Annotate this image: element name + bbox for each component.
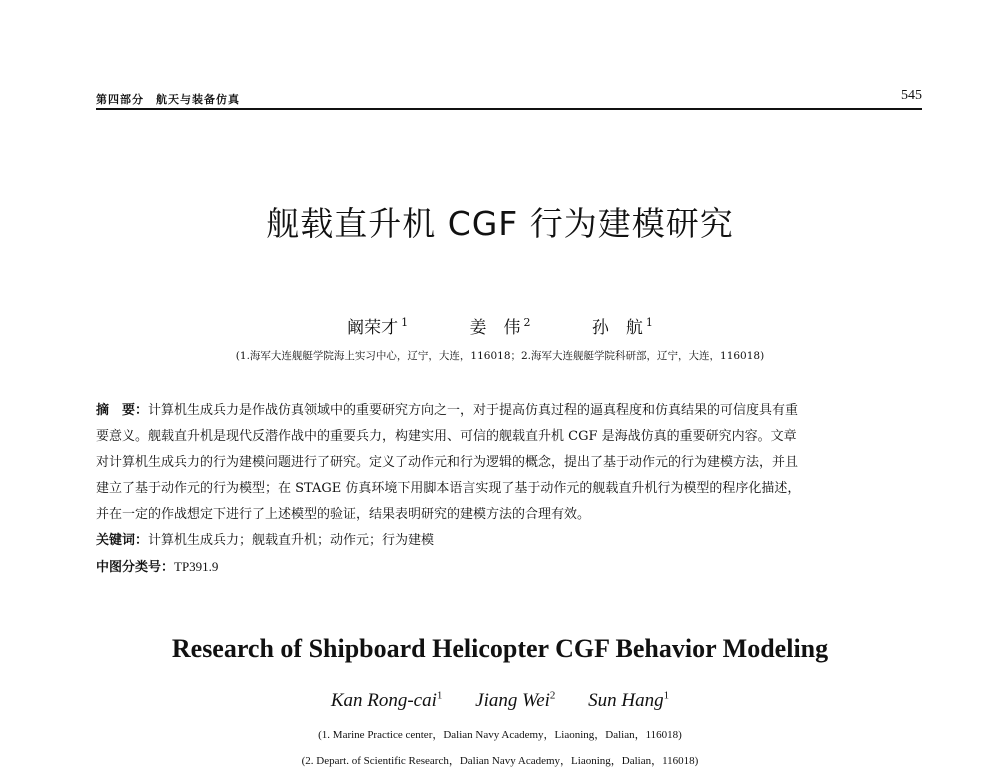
abstract-label: 摘 要： [96, 403, 149, 418]
chinese-authors [0, 313, 1000, 338]
english-authors [0, 690, 1000, 712]
abstract-line: 要意义。舰载直升机是现代反潜作战中的重要兵力，构建实用、可信的舰载直升机 CGF 是海战仿真的重要研究内容。文章 [96, 429, 797, 444]
abstract-line: 摘 要：计算机生成兵力是作战仿真领域中的重要研究方向之一，对于提高仿真过程的逼真程度和仿真结果的可信度具有重 [96, 403, 799, 418]
keywords-text: 计算机生成兵力；舰载直升机；动作元；行为建模 [148, 533, 435, 548]
abstract-line: 建立了基于动作元的行为模型；在 STAGE 仿真环境下用脚本语言实现了基于动作元的舰载直升机行为模型的程序化描述， [96, 481, 801, 496]
running-header [96, 86, 922, 110]
keywords-label: 关键词： [96, 533, 149, 548]
classification-label: 中图分类号： [96, 560, 175, 575]
author-en-2: Jiang Wei$^2$ [475, 690, 556, 712]
english-affiliation-2: (2. Depart. of Scientific Research，Dalian Navy Academy，Liaoning，Dalian，116018) [301, 755, 699, 767]
author-cn-3: 孙 航 $^1$ [591, 316, 653, 338]
abstract-block [96, 398, 922, 581]
chinese-title: 舰载直升机 CGF 行为建模研究 [266, 204, 734, 243]
abstract-line: 对计算机生成兵力的行为建模问题进行了研究。定义了动作元和行为逻辑的概念，提出了基于动作元的行为建模方法，并且 [96, 455, 799, 470]
abstract-line: 并在一定的作战想定下进行了上述模型的验证，结果表明研究的建模方法的合理有效。 [96, 507, 591, 522]
author-cn-2: 姜 伟 $^2$ [469, 316, 531, 338]
author-cn-1: 阚荣才 $^1$ [347, 316, 409, 338]
english-title: Research of Shipboard Helicopter CGF Behavior Modeling [171, 634, 829, 663]
author-en-3: Sun Hang$^1$ [588, 690, 670, 712]
english-affiliation-1: (1. Marine Practice center，Dalian Navy Academy，Liaoning，Dalian，116018) [318, 729, 682, 741]
keywords-line [96, 528, 922, 554]
header-section-title: 第四部分 航天与装备仿真 [96, 93, 240, 106]
classification-text: TP391.9 [174, 559, 219, 574]
page-number: 545 [901, 88, 922, 103]
chinese-affiliation: (1.海军大连舰艇学院海上实习中心，辽宁，大连，116018；2.海军大连舰艇学院科研部，辽宁，大连，116018) [235, 350, 765, 362]
classification-line [96, 554, 922, 581]
author-en-1: Kan Rong-cai$^1$ [330, 690, 443, 712]
